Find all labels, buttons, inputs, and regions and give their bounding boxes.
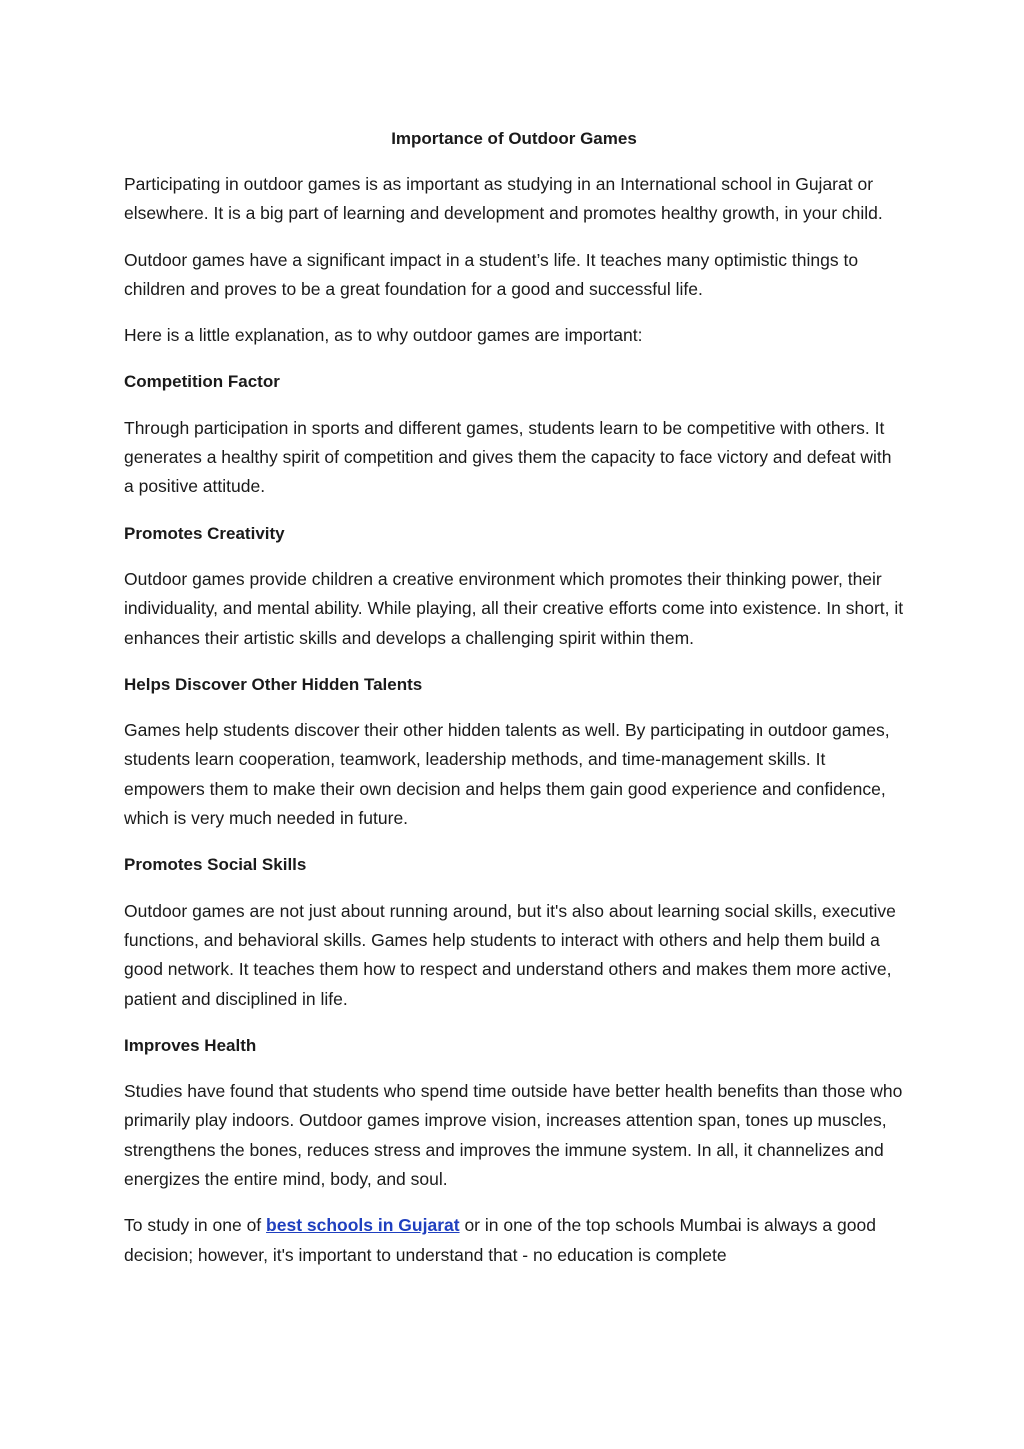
document-title: Importance of Outdoor Games bbox=[391, 129, 637, 148]
section-body-social-skills: Outdoor games are not just about running around, but it's also about learning social skills, executive functions, and behavioral skills. Games help students to interact with others and help them build a good network. It teaches them how to respect and understand others and makes them more active, patient and disciplined in life. bbox=[124, 900, 896, 1009]
closing-paragraph bbox=[124, 1211, 904, 1270]
section-body-health: Studies have found that students who spend time outside have better health benefits than those who primarily play indoors. Outdoor games improve vision, increases attention span, tones up muscles, strengthens the bones, reduces stress and improves the immune system. In all, it channelizes and energizes the entire mind, body, and soul. bbox=[124, 1081, 903, 1190]
section-heading-social-skills: Promotes Social Skills bbox=[124, 855, 307, 875]
best-schools-gujarat-link[interactable]: best schools in Gujarat bbox=[266, 1215, 460, 1236]
section-body-hidden-talents: Games help students discover their other hidden talents as well. By participating in outdoor games, students learn cooperation, teamwork, leadership methods, and time-management skills. It empowers them to make their own decision and helps them gain good experience and confidence, which is very much needed in future. bbox=[124, 720, 890, 829]
section-heading-hidden-talents: Helps Discover Other Hidden Talents bbox=[124, 674, 423, 694]
section-body-creativity: Outdoor games provide children a creative environment which promotes their thinking power, their individuality, and mental ability. While playing, all their creative efforts come into existence. In short, it enhances their artistic skills and develops a challenging spirit within them. bbox=[124, 568, 904, 648]
section-body-competition: Through participation in sports and different games, students learn to be competitive with others. It generates a healthy spirit of competition and gives them the capacity to face victory and defeat with a positive attitude. bbox=[124, 417, 892, 497]
section-heading-creativity: Promotes Creativity bbox=[124, 523, 285, 543]
intro-paragraph-1: Participating in outdoor games is as important as studying in an International school in Gujarat or elsewhere. It is a big part of learning and development and promotes healthy growth, in your child. bbox=[124, 174, 883, 224]
document-page bbox=[124, 124, 904, 1287]
section-heading-health: Improves Health bbox=[124, 1035, 257, 1055]
closing-text-after-link: or in one of the top schools Mumbai is always a good decision; however, it's important to understand that - no education is complete bbox=[124, 1215, 876, 1265]
intro-paragraph-2: Outdoor games have a significant impact in a student’s life. It teaches many optimistic things to children and proves to be a great foundation for a good and successful life. bbox=[124, 249, 859, 299]
intro-paragraph-3: Here is a little explanation, as to why outdoor games are important: bbox=[124, 325, 643, 346]
closing-text-before-link: To study in one of bbox=[124, 1215, 267, 1236]
section-heading-competition: Competition Factor bbox=[124, 372, 280, 392]
